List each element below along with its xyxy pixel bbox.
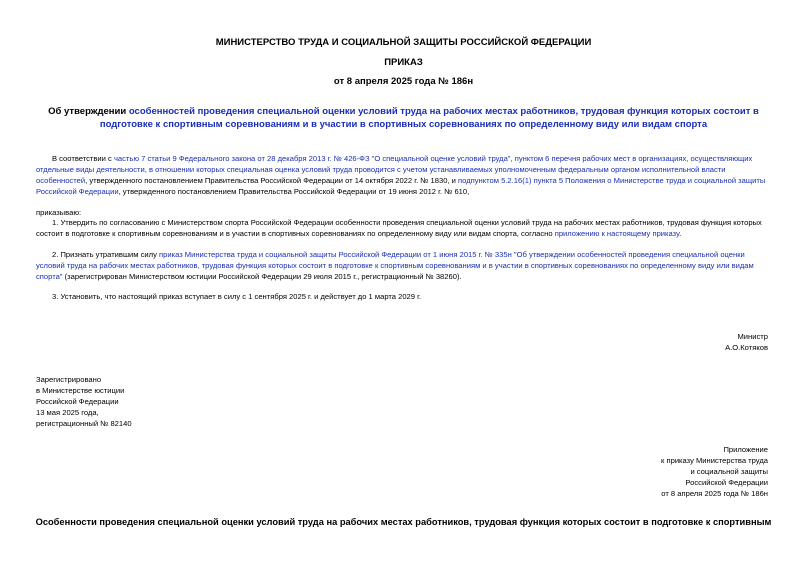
- ministry-heading: МИНИСТЕРСТВО ТРУДА И СОЦИАЛЬНОЙ ЗАЩИТЫ РОССИЙСКОЙ ФЕДЕРАЦИИ: [215, 37, 592, 48]
- preamble-text-2: , утвержденного постановлением Правительства Российской Федерации от 14 октября 2022 г. № 1830, и: [85, 176, 459, 185]
- item-1-paragraph: [36, 217, 768, 239]
- signature-position: Министр: [737, 332, 768, 341]
- order-title-link[interactable]: особенностей проведения специальной оценки условий труда на рабочих местах работников, трудовая функция которых состоит в подготовке к спортивным соревнованиям и в участии в спортивных соревнованиях по определенному виду или видам спорта: [99, 106, 759, 130]
- orders-label: приказываю:: [36, 208, 82, 217]
- registration-block: [36, 374, 132, 429]
- item-1-appendix-link[interactable]: приложению к настоящему приказу: [554, 229, 680, 238]
- registration-line: Российской Федерации: [36, 397, 119, 406]
- appendix-line: к приказу Министерства труда: [661, 456, 768, 465]
- signature-name: А.О.Котяков: [725, 343, 768, 352]
- preamble-text-3: , утвержденного постановлением Правительства Российской Федерации от 19 июня 2012 г. № 610,: [118, 187, 470, 196]
- registration-line: Зарегистрировано: [36, 375, 102, 384]
- item-2-text-1: 2. Признать утратившим силу: [52, 250, 159, 259]
- appendix-block: [560, 444, 768, 499]
- registration-line: регистрационный № 82140: [36, 419, 132, 428]
- item-3-paragraph: 3. Установить, что настоящий приказ вступает в силу с 1 сентября 2025 г. и действует до 1 марта 2029 г.: [52, 292, 422, 301]
- item-2-order-link[interactable]: приказ Министерства труда и социальной защиты Российской Федерации от 1 июня 2015 г. № 335н "Об утверждении особенностей проведения специальной оценки условий труда на рабочих местах работников, трудовая функция которых состоит в подготовке к спортивным соревнованиям и в участии в спортивных соревнованиях по определенному виду или видам спорта": [36, 250, 754, 281]
- appendix-line: Приложение: [723, 445, 768, 454]
- appendix-line: от 8 апреля 2025 года № 186н: [661, 489, 768, 498]
- doc-type-heading: ПРИКАЗ: [384, 57, 423, 68]
- order-title-prefix: Об утверждении: [48, 106, 129, 117]
- appendix-line: и социальной защиты: [690, 467, 768, 476]
- date-number-heading: от 8 апреля 2025 года № 186н: [333, 76, 474, 87]
- preamble-link-regulation[interactable]: подпунктом 5.2.16(1) пункта 5 Положения о Министерстве труда и социальной защиты Российской Федерации: [36, 176, 766, 196]
- item-2-paragraph: [36, 249, 768, 282]
- item-1-end: .: [679, 229, 682, 238]
- preamble-text-1: В соответствии с: [52, 154, 114, 163]
- order-title: [40, 105, 767, 131]
- appendix-line: Российской Федерации: [685, 478, 768, 487]
- registration-line: 13 мая 2025 года,: [36, 408, 99, 417]
- preamble-link-law[interactable]: частью 7 статьи 9 Федерального закона от 28 декабря 2013 г. № 426-ФЗ "О специальной оценке условий труда", пунктом 6 перечня рабочих мест в организациях, осуществляющих отдельные виды деятельности, в отношении которых специальная оценка условий труда проводится с учетом устанавливаемых уполномоченным федеральным органом исполнительной власти особенностей: [36, 154, 753, 185]
- item-2-text-2: (зарегистрирован Министерством юстиции Российской Федерации 29 июля 2015 г., регистрационный № 38260).: [62, 272, 462, 281]
- item-1-text: 1. Утвердить по согласованию с Министерством спорта Российской Федерации особенности проведения специальной оценки условий труда на рабочих местах работников, трудовая функция которых состоит в подготовке к спортивным соревнованиям и в участии в спортивных соревнованиях по определенному виду или видам спорта, согласно: [36, 218, 762, 238]
- preamble-paragraph: [36, 153, 768, 197]
- registration-line: в Министерстве юстиции: [36, 386, 125, 395]
- appendix-title: Особенности проведения специальной оценки условий труда на рабочих местах работников, трудовая функция которых состоит в подготовке к спортивным: [35, 517, 772, 527]
